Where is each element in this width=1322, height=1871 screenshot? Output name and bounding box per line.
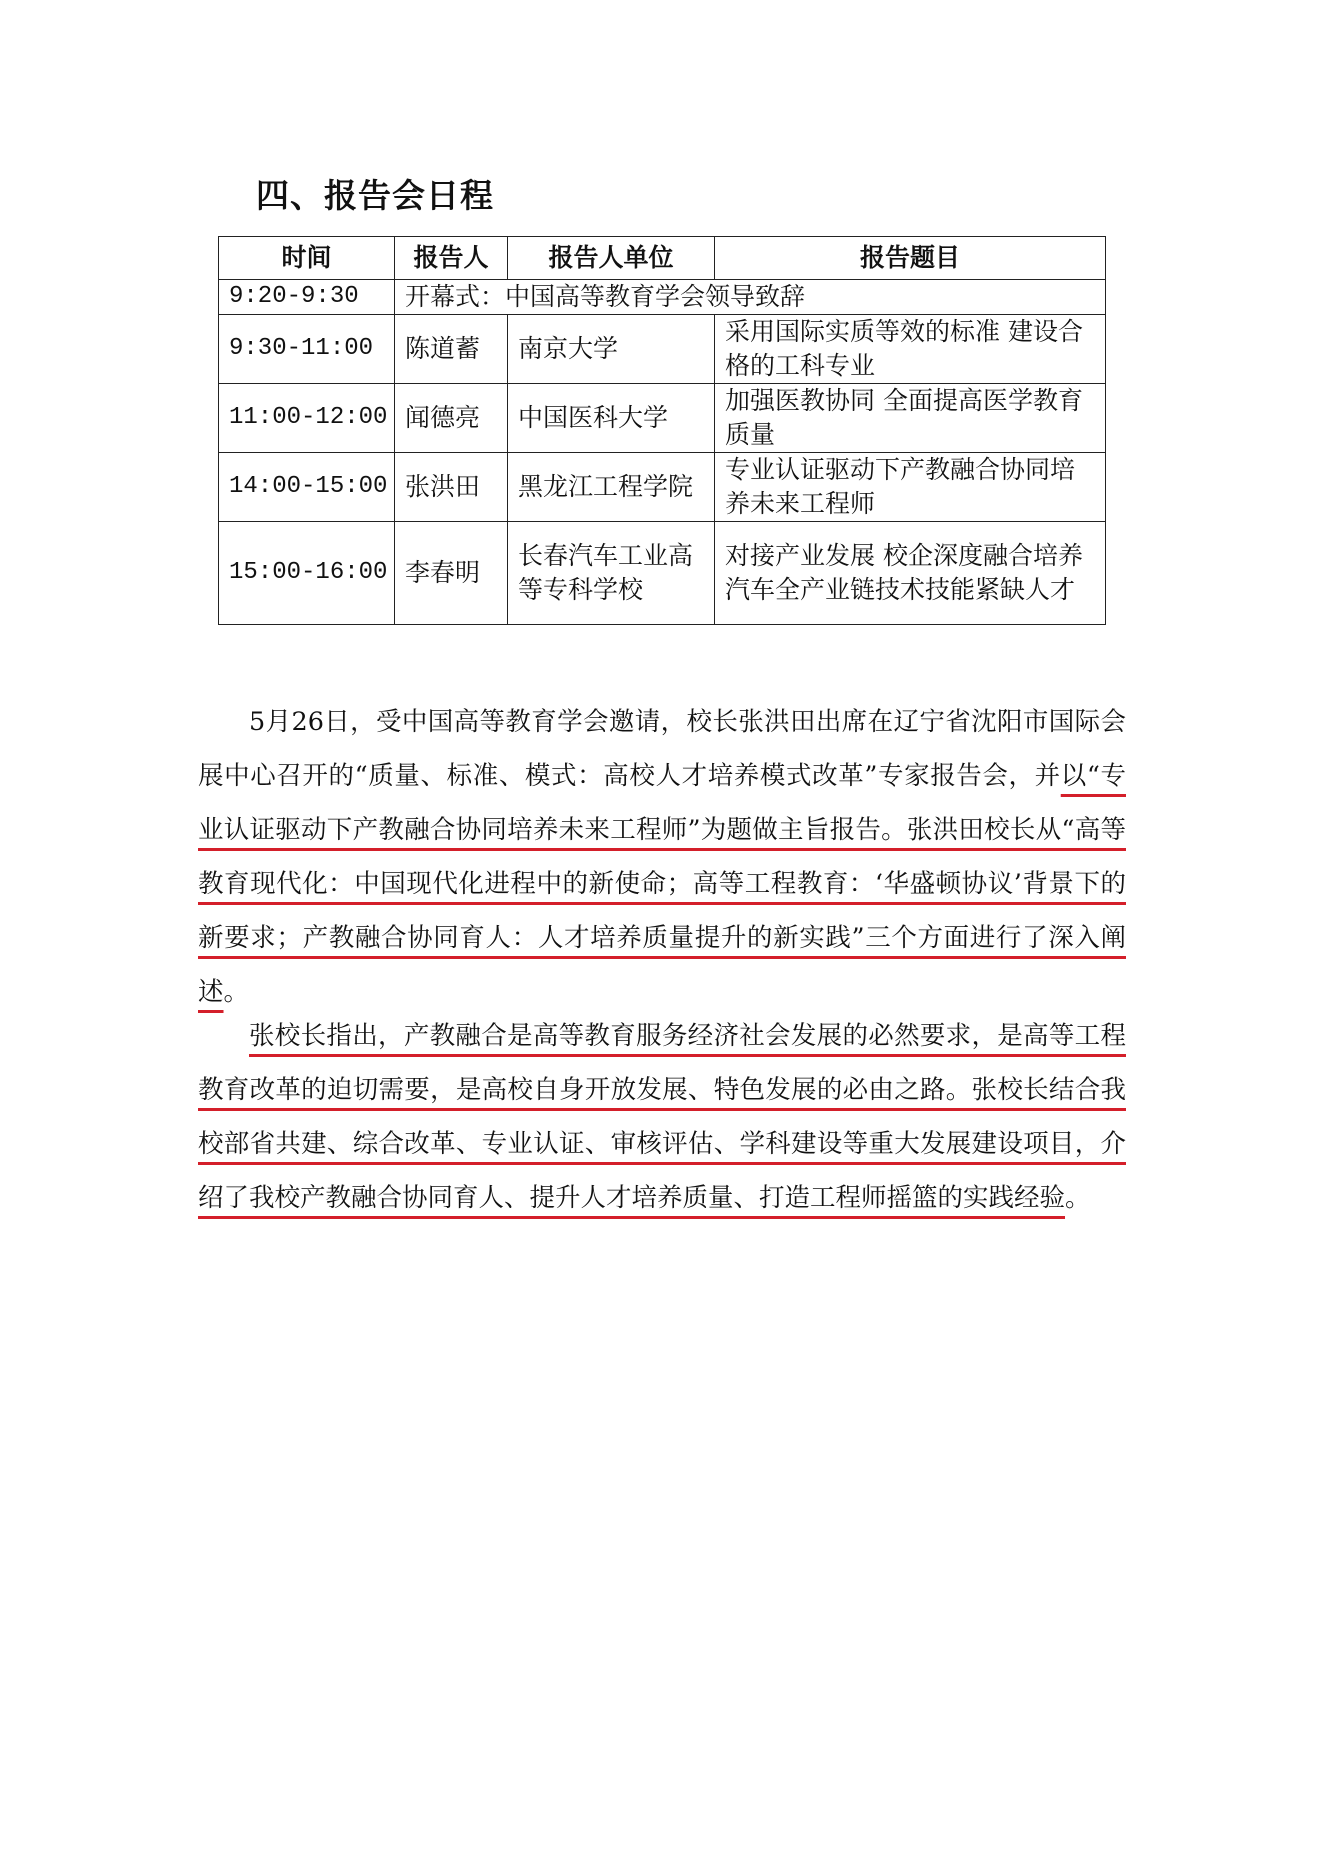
header-unit: 报告人单位: [508, 237, 715, 280]
header-title: 报告题目: [715, 237, 1106, 280]
header-time: 时间: [219, 237, 395, 280]
cell-time: 9:20-9:30: [219, 280, 395, 315]
cell-title: 对接产业发展 校企深度融合培养汽车全产业链技术技能紧缺人才: [715, 522, 1106, 625]
paragraph-1-underlined: 以“专业认证驱动下产教融合协同培养未来工程师”为题做主旨报告。张洪田校长从“高等教育现代化：中国现代化进程中的新使命；高等工程教育：‘华盛顿协议’背景下的新要求；产教融合协同育人：人才培养质量提升的新实践”三个方面进行了深入阐述: [198, 760, 1126, 1007]
table-row: [219, 522, 1106, 625]
table-row: [219, 315, 1106, 384]
cell-unit: 南京大学: [508, 315, 715, 384]
cell-title: 加强医教协同 全面提高医学教育质量: [715, 384, 1106, 453]
paragraph-2-end: 。: [1065, 1182, 1091, 1213]
table-row-opening: [219, 280, 1106, 315]
cell-title: 专业认证驱动下产教融合协同培养未来工程师: [715, 453, 1106, 522]
cell-time: 15:00-16:00: [219, 522, 395, 625]
cell-speaker: 闻德亮: [395, 384, 508, 453]
paragraph-1-end: 。: [223, 976, 250, 1007]
body-paragraph-1: [198, 695, 1126, 1019]
cell-speaker: 张洪田: [395, 453, 508, 522]
table-row: [219, 453, 1106, 522]
cell-unit: 长春汽车工业高等专科学校: [508, 522, 715, 625]
schedule-table: [218, 236, 1106, 625]
body-paragraph-2: [198, 1009, 1126, 1225]
cell-time: 11:00-12:00: [219, 384, 395, 453]
cell-unit: 黑龙江工程学院: [508, 453, 715, 522]
header-speaker: 报告人: [395, 237, 508, 280]
cell-speaker: 李春明: [395, 522, 508, 625]
cell-speaker: 陈道蓄: [395, 315, 508, 384]
cell-title: 采用国际实质等效的标准 建设合格的工科专业: [715, 315, 1106, 384]
cell-unit: 中国医科大学: [508, 384, 715, 453]
paragraph-1-plain: 5月26日，受中国高等教育学会邀请，校长张洪田出席在辽宁省沈阳市国际会展中心召开的“质量、标准、模式：高校人才培养模式改革”专家报告会，并: [198, 706, 1126, 791]
table-header-row: [219, 237, 1106, 280]
cell-time: 14:00-15:00: [219, 453, 395, 522]
cell-time: 9:30-11:00: [219, 315, 395, 384]
cell-opening-text: 开幕式：中国高等教育学会领导致辞: [395, 280, 1106, 315]
paragraph-2-underlined: 张校长指出，产教融合是高等教育服务经济社会发展的必然要求，是高等工程教育改革的迫切需要，是高校自身开放发展、特色发展的必由之路。张校长结合我校部省共建、综合改革、专业认证、审核评估、学科建设等重大发展建设项目，介绍了我校产教融合协同育人、提升人才培养质量、打造工程师摇篮的实践经验: [198, 1020, 1126, 1213]
section-heading: 四、报告会日程: [256, 176, 494, 215]
table-row: [219, 384, 1106, 453]
